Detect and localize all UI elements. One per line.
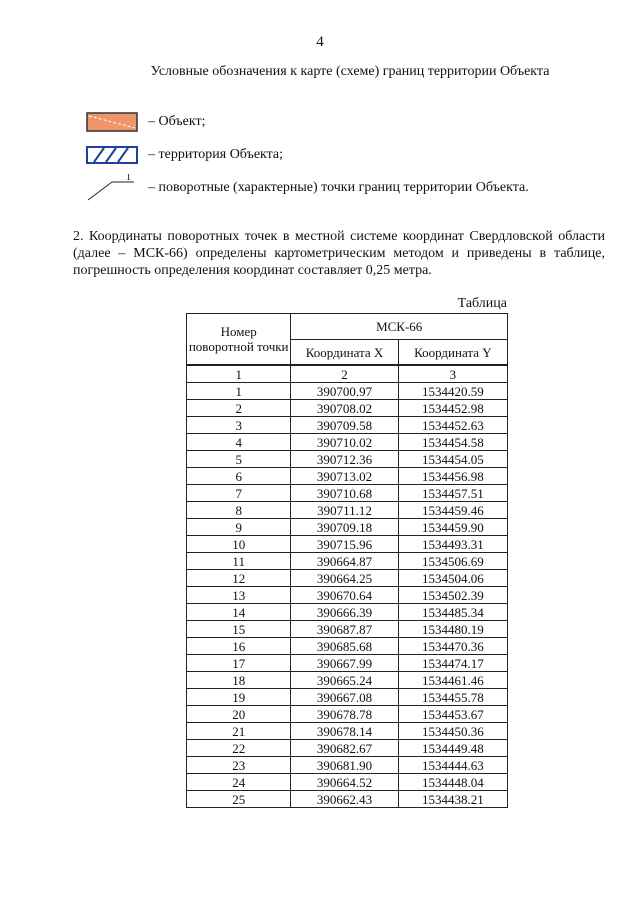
table-row bbox=[187, 519, 508, 536]
table-row bbox=[187, 723, 508, 740]
table-row bbox=[187, 621, 508, 638]
coord-y-cell: 1534454.58 bbox=[398, 434, 507, 451]
coord-x-cell: 390670.64 bbox=[291, 587, 398, 604]
legend-item-points bbox=[86, 176, 529, 200]
point-number-cell: 8 bbox=[187, 502, 291, 519]
point-number-cell: 25 bbox=[187, 791, 291, 808]
point-number-cell: 3 bbox=[187, 417, 291, 434]
coord-x-cell: 390682.67 bbox=[291, 740, 398, 757]
coord-x-cell: 390710.02 bbox=[291, 434, 398, 451]
legend-item-territory bbox=[86, 143, 283, 167]
table-row bbox=[187, 740, 508, 757]
table-row bbox=[187, 706, 508, 723]
column-index-row bbox=[187, 365, 508, 383]
point-number-cell: 7 bbox=[187, 485, 291, 502]
coord-x-cell: 390665.24 bbox=[291, 672, 398, 689]
coord-x-cell: 390711.12 bbox=[291, 502, 398, 519]
table-caption: Таблица bbox=[457, 296, 507, 311]
point-number-cell: 17 bbox=[187, 655, 291, 672]
point-number-cell: 4 bbox=[187, 434, 291, 451]
coord-x-cell: 390709.18 bbox=[291, 519, 398, 536]
turning-point-icon bbox=[86, 174, 138, 202]
coord-x-cell: 390667.08 bbox=[291, 689, 398, 706]
coord-x-cell: 390685.68 bbox=[291, 638, 398, 655]
coord-x-cell: 390664.52 bbox=[291, 774, 398, 791]
object-symbol-icon bbox=[86, 112, 138, 132]
coord-x-cell: 390681.90 bbox=[291, 757, 398, 774]
point-number-cell: 16 bbox=[187, 638, 291, 655]
point-number-cell: 13 bbox=[187, 587, 291, 604]
coord-y-cell: 1534485.34 bbox=[398, 604, 507, 621]
table-row bbox=[187, 604, 508, 621]
table-row bbox=[187, 502, 508, 519]
legend-item-object bbox=[86, 110, 205, 134]
header-coord-y: Координата Y bbox=[398, 340, 507, 366]
coord-y-cell: 1534452.63 bbox=[398, 417, 507, 434]
table-row bbox=[187, 553, 508, 570]
coordinates-paragraph: 2. Координаты поворотных точек в местной системе координат Свердловской области (далее – МСК-66) определены картометрическим методом и приведены в таблице, погрешность определения координат составляет 0,25 метра. bbox=[73, 229, 605, 278]
coord-y-cell: 1534438.21 bbox=[398, 791, 507, 808]
coord-x-cell: 390667.99 bbox=[291, 655, 398, 672]
coord-y-cell: 1534474.17 bbox=[398, 655, 507, 672]
coordinates-table bbox=[186, 313, 508, 808]
coord-y-cell: 1534453.67 bbox=[398, 706, 507, 723]
coord-y-cell: 1534461.46 bbox=[398, 672, 507, 689]
table-row bbox=[187, 451, 508, 468]
coord-y-cell: 1534450.36 bbox=[398, 723, 507, 740]
point-number-cell: 6 bbox=[187, 468, 291, 485]
coord-y-cell: 1534493.31 bbox=[398, 536, 507, 553]
table-row bbox=[187, 655, 508, 672]
coord-x-cell: 390709.58 bbox=[291, 417, 398, 434]
legend-label-object: – Объект; bbox=[148, 114, 206, 129]
coord-y-cell: 1534470.36 bbox=[398, 638, 507, 655]
point-number-cell: 20 bbox=[187, 706, 291, 723]
coord-x-cell: 390715.96 bbox=[291, 536, 398, 553]
point-number-cell: 12 bbox=[187, 570, 291, 587]
column-index-cell: 1 bbox=[187, 365, 291, 383]
table-row bbox=[187, 536, 508, 553]
coord-x-cell: 390664.87 bbox=[291, 553, 398, 570]
point-number-cell: 2 bbox=[187, 400, 291, 417]
territory-symbol-icon bbox=[86, 145, 138, 165]
coord-x-cell: 390687.87 bbox=[291, 621, 398, 638]
table-row bbox=[187, 383, 508, 400]
coord-x-cell: 390678.14 bbox=[291, 723, 398, 740]
coord-y-cell: 1534506.69 bbox=[398, 553, 507, 570]
point-number-cell: 14 bbox=[187, 604, 291, 621]
point-number-cell: 11 bbox=[187, 553, 291, 570]
table-row bbox=[187, 468, 508, 485]
point-number-cell: 5 bbox=[187, 451, 291, 468]
table-row bbox=[187, 570, 508, 587]
table-row bbox=[187, 672, 508, 689]
table-row bbox=[187, 757, 508, 774]
coord-x-cell: 390678.78 bbox=[291, 706, 398, 723]
coord-y-cell: 1534504.06 bbox=[398, 570, 507, 587]
coord-x-cell: 390708.02 bbox=[291, 400, 398, 417]
legend-title: Условные обозначения к карте (схеме) границ территории Объекта bbox=[150, 64, 550, 79]
coord-x-cell: 390662.43 bbox=[291, 791, 398, 808]
point-number-cell: 24 bbox=[187, 774, 291, 791]
point-number-cell: 21 bbox=[187, 723, 291, 740]
point-number-cell: 10 bbox=[187, 536, 291, 553]
coord-x-cell: 390712.36 bbox=[291, 451, 398, 468]
table-row bbox=[187, 774, 508, 791]
coord-y-cell: 1534456.98 bbox=[398, 468, 507, 485]
point-number-cell: 22 bbox=[187, 740, 291, 757]
coord-x-cell: 390710.68 bbox=[291, 485, 398, 502]
point-number-cell: 18 bbox=[187, 672, 291, 689]
coord-y-cell: 1534454.05 bbox=[398, 451, 507, 468]
column-index-cell: 2 bbox=[291, 365, 398, 383]
table-row bbox=[187, 417, 508, 434]
table-row bbox=[187, 689, 508, 706]
coord-y-cell: 1534448.04 bbox=[398, 774, 507, 791]
header-coord-x: Координата X bbox=[291, 340, 398, 366]
coord-y-cell: 1534444.63 bbox=[398, 757, 507, 774]
header-point-number: Номер поворотной точки bbox=[187, 314, 291, 366]
point-number-cell: 9 bbox=[187, 519, 291, 536]
coord-y-cell: 1534457.51 bbox=[398, 485, 507, 502]
coord-y-cell: 1534420.59 bbox=[398, 383, 507, 400]
coord-y-cell: 1534455.78 bbox=[398, 689, 507, 706]
page-number: 4 bbox=[316, 34, 324, 50]
table-row bbox=[187, 485, 508, 502]
table-row bbox=[187, 791, 508, 808]
table-body bbox=[187, 365, 508, 808]
coord-y-cell: 1534459.46 bbox=[398, 502, 507, 519]
point-number-cell: 15 bbox=[187, 621, 291, 638]
coord-x-cell: 390666.39 bbox=[291, 604, 398, 621]
legend-label-points: – поворотные (характерные) точки границ территории Объекта. bbox=[148, 180, 529, 195]
coord-y-cell: 1534449.48 bbox=[398, 740, 507, 757]
coord-x-cell: 390713.02 bbox=[291, 468, 398, 485]
coord-y-cell: 1534480.19 bbox=[398, 621, 507, 638]
point-number-cell: 23 bbox=[187, 757, 291, 774]
table-row bbox=[187, 638, 508, 655]
point-number-cell: 1 bbox=[187, 383, 291, 400]
header-system: МСК-66 bbox=[291, 314, 508, 340]
coord-x-cell: 390700.97 bbox=[291, 383, 398, 400]
table-row bbox=[187, 400, 508, 417]
legend-label-territory: – территория Объекта; bbox=[148, 147, 284, 162]
coord-y-cell: 1534459.90 bbox=[398, 519, 507, 536]
coord-y-cell: 1534452.98 bbox=[398, 400, 507, 417]
column-index-cell: 3 bbox=[398, 365, 507, 383]
table-row bbox=[187, 587, 508, 604]
coord-y-cell: 1534502.39 bbox=[398, 587, 507, 604]
point-label-text: 1 bbox=[126, 174, 131, 183]
coord-x-cell: 390664.25 bbox=[291, 570, 398, 587]
table-row bbox=[187, 434, 508, 451]
point-number-cell: 19 bbox=[187, 689, 291, 706]
